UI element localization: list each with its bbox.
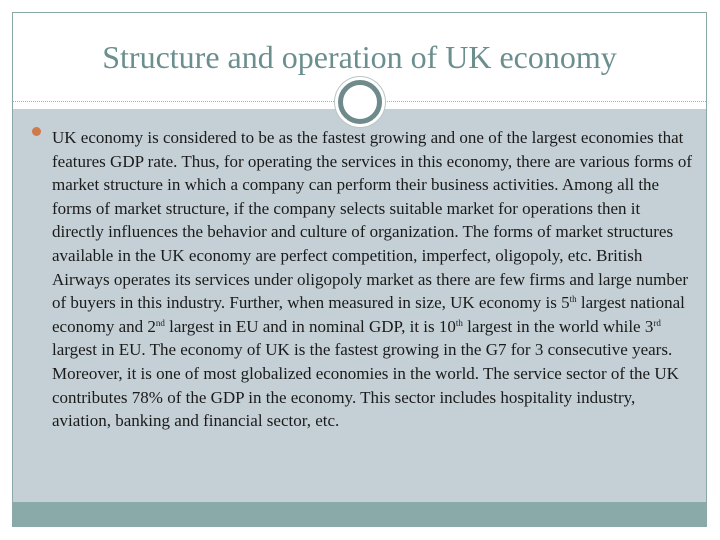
bullet-icon bbox=[32, 127, 41, 136]
superscript-th-1: th bbox=[569, 294, 577, 305]
superscript-rd: rd bbox=[653, 317, 661, 328]
footer-bar bbox=[13, 502, 706, 526]
body-text-5: largest in EU. The economy of UK is the fastest growing in the G7 for 3 consecutive years. Moreover, it is one of most globalized economies in the world. The service sector of the UK contributes 78% of the GDP in the economy. This sector includes hospitality industry, aviation, banking and financial sector, etc. bbox=[52, 340, 679, 431]
superscript-th-2: th bbox=[455, 317, 463, 328]
body-text-1: UK economy is considered to be as the fastest growing and one of the largest economies that features GDP rate. Thus, for operating the services in this economy, there are various forms of market structure in which a company can perform their business activities. Among all the forms of market structure, if the company selects suitable market for operations then it directly influences the behavior and culture of organization. The forms of market structures available in the UK economy are perfect competition, imperfect, oligopoly, etc. British Airways operates its services under oligopoly market as there are few firms and large number of buyers in this industry. Further, when measured in size, UK economy is 5 bbox=[52, 128, 692, 313]
body-text-3: largest in EU and in nominal GDP, it is 10 bbox=[164, 316, 456, 336]
slide-title: Structure and operation of UK economy bbox=[102, 39, 617, 75]
body-text-2: largest national economy and 2 bbox=[52, 293, 685, 336]
body-paragraph bbox=[52, 126, 692, 433]
ring-ornament-icon bbox=[338, 80, 382, 124]
slide bbox=[12, 12, 707, 527]
superscript-nd: nd bbox=[155, 317, 165, 328]
body-text-4: largest in the world while 3 bbox=[462, 316, 654, 336]
